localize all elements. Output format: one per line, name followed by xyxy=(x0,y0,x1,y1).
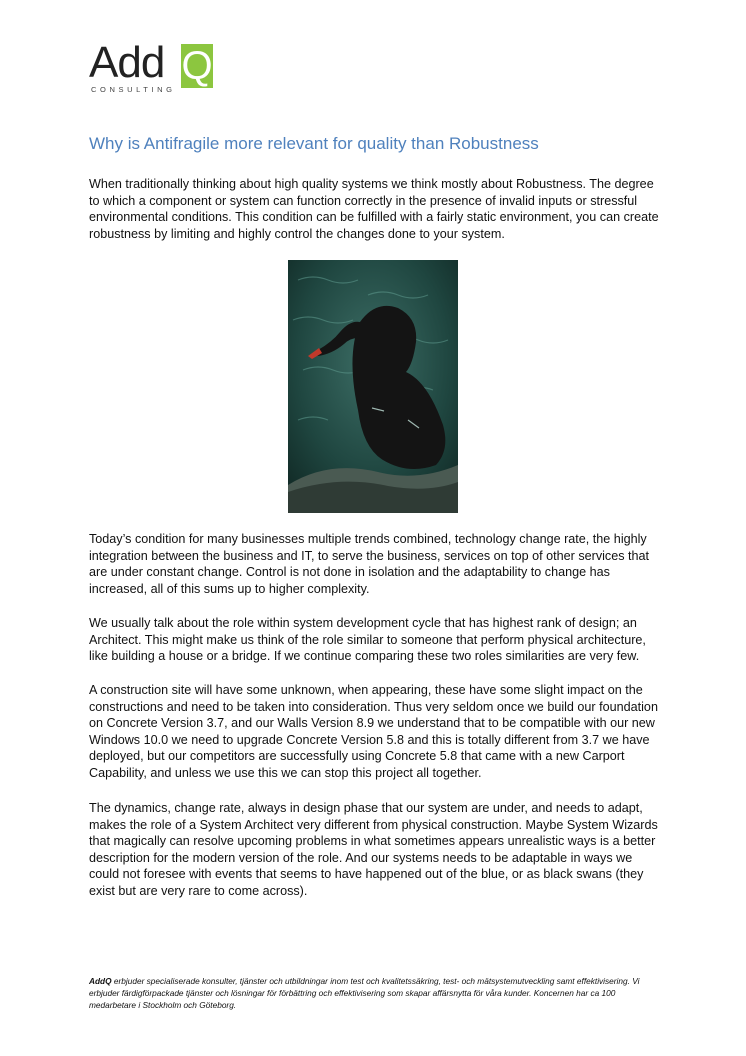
logo-add-text: Add xyxy=(89,38,165,87)
paragraph-4: A construction site will have some unknown, when appearing, these have some slight impact on the constructions and need to be taken into consideration. Thus very seldom once we build our foundation on Concrete Version 3.7, and our Walls Version 8.9 we understand that to be compatible with our new Windows 10.0 we need to upgrade Concrete Version 5.8 and this is totally different from 3.7 we have deployed, but our competitors are successfully using Concrete 5.8 that came with a new Carport Capability, and unless we use this we can stop this project all together. xyxy=(89,683,658,780)
footer-text: erbjuder specialiserade konsulter, tjänster och utbildningar inom test och kvalitetssäkring, test- och mätsystemutveckling samt effektivisering. Vi erbjuder färdigförpackade tjänster och lösningar för förbättring och effektivisering som skapar affärsnytta för våra kunder. Koncernen har ca 100 medarbetare i Stockholm och Göteborg. xyxy=(89,976,640,1010)
logo-q-box: Q xyxy=(181,44,213,88)
logo-consulting-text: CONSULTING xyxy=(91,85,176,94)
footer-brand: AddQ xyxy=(89,976,112,986)
paragraph-5: The dynamics, change rate, always in design phase that our system are under, and needs to adapt, makes the role of a System Architect very different from physical construction. Maybe System Wizards that magically can resolve upcoming problems in what sometimes appears unrealistic ways is a better description for the modern version of the role. And our systems needs to be adaptable in ways we could not foresee with events that seems to have happened out of the blue, or as black swans (they exist but are very rare to come across). xyxy=(89,801,658,898)
document-title: Why is Antifragile more relevant for quality than Robustness xyxy=(89,134,539,153)
addq-logo xyxy=(89,38,219,100)
paragraph-1: When traditionally thinking about high quality systems we think mostly about Robustness. The degree to which a component or system can function correctly in the presence of invalid inputs or stressful environmental conditions. This condition can be fulfilled with a fairly static environment, you can create robustness by limiting and highly control the changes done to your system. xyxy=(89,177,659,241)
black-swan-photo xyxy=(288,260,458,513)
paragraph-2: Today’s condition for many businesses multiple trends combined, technology change rate, the highly integration between the business and IT, to serve the business, services on top of other services that are under constant change. Control is not done in isolation and the adaptability to change has increased, all of this sums up to higher complexity. xyxy=(89,532,650,596)
paragraph-3: We usually talk about the role within system development cycle that has highest rank of design; an Architect. This might make us think of the role similar to someone that perform physical architecture, like building a house or a bridge. If we continue comparing these two roles similarities are very few. xyxy=(89,616,646,664)
footer-note xyxy=(89,975,649,1011)
